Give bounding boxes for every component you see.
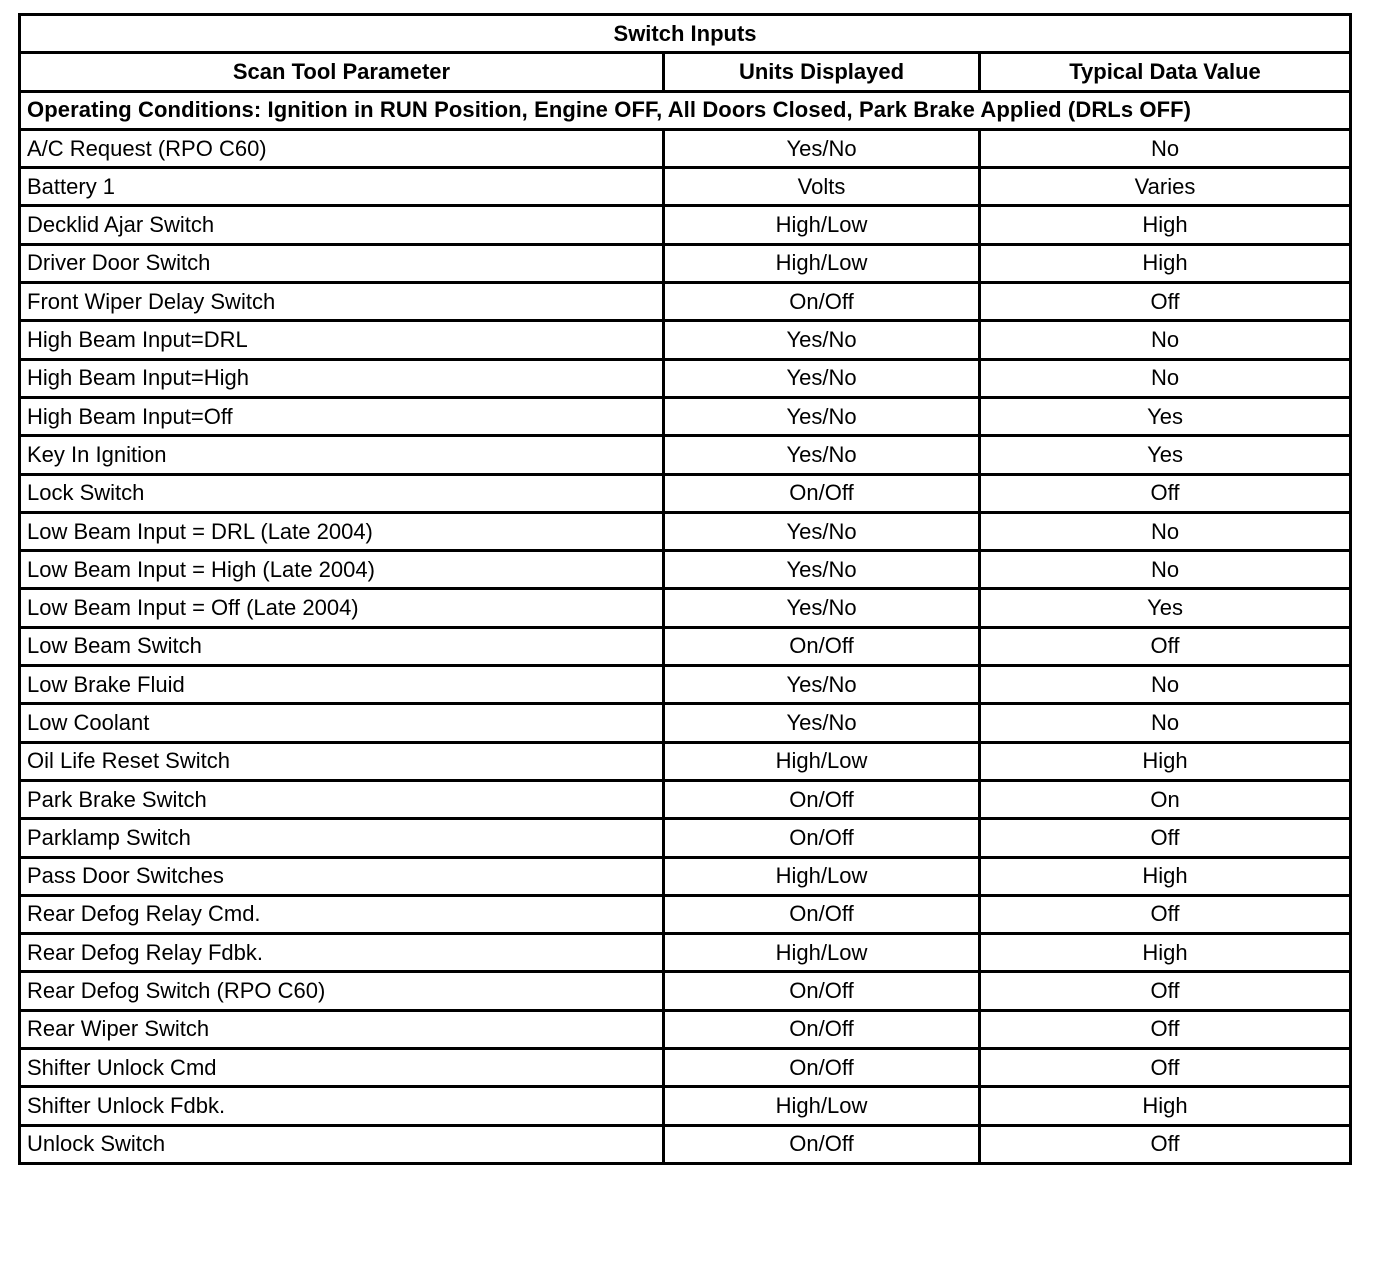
table-row bbox=[20, 780, 1351, 818]
units-cell: High/Low bbox=[664, 857, 980, 895]
parameter-cell: Low Beam Input = Off (Late 2004) bbox=[20, 589, 664, 627]
table-row bbox=[20, 1010, 1351, 1048]
value-cell: Off bbox=[980, 895, 1351, 933]
parameter-cell: Pass Door Switches bbox=[20, 857, 664, 895]
table-row bbox=[20, 283, 1351, 321]
parameter-cell: Park Brake Switch bbox=[20, 780, 664, 818]
units-cell: Yes/No bbox=[664, 359, 980, 397]
value-cell: On bbox=[980, 780, 1351, 818]
operating-conditions: Operating Conditions: Ignition in RUN Position, Engine OFF, All Doors Closed, Park Brake Applied (DRLs OFF) bbox=[20, 91, 1351, 129]
value-cell: No bbox=[980, 666, 1351, 704]
table-row bbox=[20, 512, 1351, 550]
units-cell: On/Off bbox=[664, 819, 980, 857]
table-row bbox=[20, 359, 1351, 397]
parameter-cell: Rear Defog Relay Cmd. bbox=[20, 895, 664, 933]
parameter-cell: Shifter Unlock Fdbk. bbox=[20, 1087, 664, 1125]
header-typical-data-value: Typical Data Value bbox=[980, 53, 1351, 91]
value-cell: No bbox=[980, 551, 1351, 589]
parameter-cell: Decklid Ajar Switch bbox=[20, 206, 664, 244]
units-cell: On/Off bbox=[664, 283, 980, 321]
parameter-cell: Lock Switch bbox=[20, 474, 664, 512]
parameter-cell: Parklamp Switch bbox=[20, 819, 664, 857]
table-row bbox=[20, 704, 1351, 742]
value-cell: Off bbox=[980, 474, 1351, 512]
units-cell: On/Off bbox=[664, 895, 980, 933]
value-cell: Off bbox=[980, 1125, 1351, 1163]
operating-conditions-row bbox=[20, 91, 1351, 129]
value-cell: High bbox=[980, 244, 1351, 282]
value-cell: No bbox=[980, 321, 1351, 359]
table-row bbox=[20, 627, 1351, 665]
units-cell: Yes/No bbox=[664, 551, 980, 589]
parameter-cell: Low Beam Input = High (Late 2004) bbox=[20, 551, 664, 589]
table-row bbox=[20, 1049, 1351, 1087]
parameter-cell: Low Beam Input = DRL (Late 2004) bbox=[20, 512, 664, 550]
table-row bbox=[20, 168, 1351, 206]
parameter-cell: Oil Life Reset Switch bbox=[20, 742, 664, 780]
value-cell: Yes bbox=[980, 397, 1351, 435]
value-cell: High bbox=[980, 934, 1351, 972]
units-cell: High/Low bbox=[664, 934, 980, 972]
units-cell: High/Low bbox=[664, 742, 980, 780]
table-row bbox=[20, 895, 1351, 933]
value-cell: Off bbox=[980, 1049, 1351, 1087]
units-cell: Volts bbox=[664, 168, 980, 206]
units-cell: High/Low bbox=[664, 206, 980, 244]
table-row bbox=[20, 397, 1351, 435]
table-row bbox=[20, 129, 1351, 167]
units-cell: High/Low bbox=[664, 1087, 980, 1125]
value-cell: High bbox=[980, 1087, 1351, 1125]
parameter-cell: A/C Request (RPO C60) bbox=[20, 129, 664, 167]
value-cell: Off bbox=[980, 283, 1351, 321]
parameter-cell: Driver Door Switch bbox=[20, 244, 664, 282]
units-cell: Yes/No bbox=[664, 397, 980, 435]
units-cell: Yes/No bbox=[664, 666, 980, 704]
units-cell: Yes/No bbox=[664, 436, 980, 474]
parameter-cell: Rear Defog Switch (RPO C60) bbox=[20, 972, 664, 1010]
table-title: Switch Inputs bbox=[20, 15, 1351, 53]
parameter-cell: Low Coolant bbox=[20, 704, 664, 742]
parameter-cell: Low Beam Switch bbox=[20, 627, 664, 665]
units-cell: High/Low bbox=[664, 244, 980, 282]
table-row bbox=[20, 1087, 1351, 1125]
parameter-cell: Unlock Switch bbox=[20, 1125, 664, 1163]
units-cell: On/Off bbox=[664, 1125, 980, 1163]
parameter-cell: Low Brake Fluid bbox=[20, 666, 664, 704]
table-row bbox=[20, 551, 1351, 589]
table-row bbox=[20, 436, 1351, 474]
value-cell: High bbox=[980, 742, 1351, 780]
units-cell: On/Off bbox=[664, 627, 980, 665]
table-row bbox=[20, 321, 1351, 359]
parameter-cell: Rear Defog Relay Fdbk. bbox=[20, 934, 664, 972]
table-row bbox=[20, 819, 1351, 857]
parameter-cell: Key In Ignition bbox=[20, 436, 664, 474]
units-cell: On/Off bbox=[664, 1049, 980, 1087]
units-cell: On/Off bbox=[664, 1010, 980, 1048]
table-row bbox=[20, 742, 1351, 780]
parameter-cell: High Beam Input=High bbox=[20, 359, 664, 397]
table-row bbox=[20, 244, 1351, 282]
table-row bbox=[20, 206, 1351, 244]
parameter-cell: Front Wiper Delay Switch bbox=[20, 283, 664, 321]
parameter-cell: Battery 1 bbox=[20, 168, 664, 206]
units-cell: On/Off bbox=[664, 474, 980, 512]
table-row bbox=[20, 972, 1351, 1010]
table-row bbox=[20, 474, 1351, 512]
value-cell: Off bbox=[980, 819, 1351, 857]
units-cell: Yes/No bbox=[664, 321, 980, 359]
parameter-cell: Shifter Unlock Cmd bbox=[20, 1049, 664, 1087]
units-cell: Yes/No bbox=[664, 589, 980, 627]
table-row bbox=[20, 1125, 1351, 1163]
value-cell: Yes bbox=[980, 436, 1351, 474]
parameter-cell: High Beam Input=Off bbox=[20, 397, 664, 435]
value-cell: No bbox=[980, 512, 1351, 550]
value-cell: High bbox=[980, 857, 1351, 895]
column-header-row bbox=[20, 53, 1351, 91]
value-cell: No bbox=[980, 129, 1351, 167]
value-cell: Off bbox=[980, 1010, 1351, 1048]
table-row bbox=[20, 589, 1351, 627]
table-row bbox=[20, 857, 1351, 895]
header-scan-tool-parameter: Scan Tool Parameter bbox=[20, 53, 664, 91]
units-cell: Yes/No bbox=[664, 512, 980, 550]
value-cell: Off bbox=[980, 972, 1351, 1010]
header-units-displayed: Units Displayed bbox=[664, 53, 980, 91]
switch-inputs-table bbox=[18, 13, 1352, 1165]
parameter-cell: Rear Wiper Switch bbox=[20, 1010, 664, 1048]
value-cell: Off bbox=[980, 627, 1351, 665]
parameter-cell: High Beam Input=DRL bbox=[20, 321, 664, 359]
value-cell: No bbox=[980, 359, 1351, 397]
value-cell: High bbox=[980, 206, 1351, 244]
value-cell: Varies bbox=[980, 168, 1351, 206]
table-row bbox=[20, 934, 1351, 972]
units-cell: On/Off bbox=[664, 780, 980, 818]
units-cell: On/Off bbox=[664, 972, 980, 1010]
value-cell: Yes bbox=[980, 589, 1351, 627]
units-cell: Yes/No bbox=[664, 704, 980, 742]
units-cell: Yes/No bbox=[664, 129, 980, 167]
table-row bbox=[20, 666, 1351, 704]
value-cell: No bbox=[980, 704, 1351, 742]
table-title-row bbox=[20, 15, 1351, 53]
